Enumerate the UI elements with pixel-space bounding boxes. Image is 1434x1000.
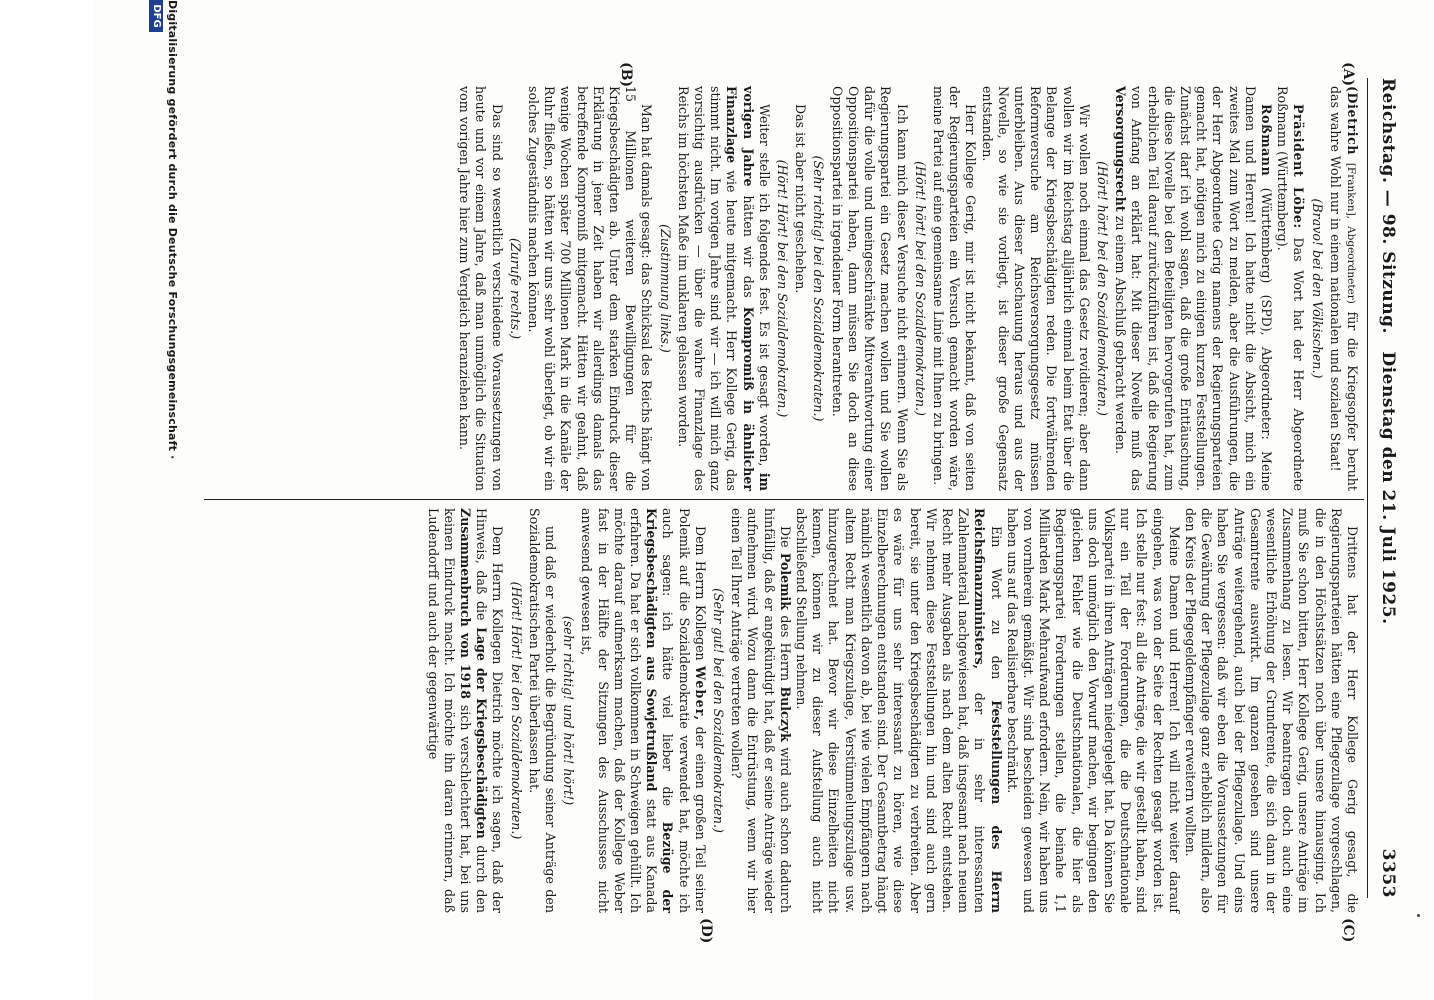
paragraph: und daß er wiederholt die Begründung seiner Anträge den Sozialdemokratischen Partei überlassen hat. <box>526 508 559 913</box>
interjection: (Zurufe rechts.) <box>507 237 523 340</box>
margin-mark-a: (A) <box>1340 62 1356 87</box>
paragraph: Herr Kollege Gerig, mir ist nicht bekannt, daß von seiten der Regierungsparteien ein Versuch gemacht worden wäre, meine Partei auf eine gemeinsame Linie mit Ihnen zu bringen. <box>930 86 979 491</box>
paragraph: Die Polemik des Herrn Bulczyk wird auch schon dadurch hinfällig, daß er angekündigt hat, daß er seine Anträge wieder aufnehmen wird. Wozu dann die Entrüstung, wenn wir hier einen Teil Ihrer Anträge vertreten wollen? <box>729 508 793 913</box>
digitization-credit <box>109 0 189 1000</box>
left-column <box>456 86 1360 491</box>
header-page-number: 3353 <box>1378 848 1398 898</box>
paragraph: Drittens hat der Herr Kollege Gerig gesagt, die Regierungsparteien hätten eine Pflegezulage vorgeschlagen, die in den Höchstsätzen noch über unsere hinausging. Ich muß Sie schon bitten, Herr Kollege Gerig, unsere Anträge im Zusammenhang zu lesen. Wir beantragen doch auch eine wesentliche Erhöhung der Grundrente, die sich dann in der Gesamtrente auswirkt. Im ganzen gesehen sind unsere Anträge weitergehend, auch bei der Pflegezulage. Und eins haben Sie vergessen: daß wir eben die Voraussetzungen für die Gewährung der Pflegezulage ganz erheblich mildern, also den Kreis der Pflegegeldempfänger erweitern wollten. <box>1182 508 1360 913</box>
paragraph: Dem Herrn Kollegen Dietrich möchte ich sagen, daß der Hinweis, daß die Lage der Kriegsbeschädigten durch den Zusammenbruch von 1918 sich verschlechtert hat, bei uns keinen Eindruck macht. Ich möchte ihn daran erinnern, daß Ludendorff und auch der gegenwärtige <box>425 508 506 913</box>
interjection: (Hört! Hört! bei den Sozialdemokraten.) <box>775 159 791 418</box>
paragraph: Dem Herrn Kollegen Weber, der einen großen Teil seiner Polemik auf die Sozialdemokratie verwendet hat, möchte ich auch sagen: ich hätte viel lieber die Bezüge der Kriegsbeschädigten aus Sowjetrußland statt aus Kanada erfahren. Da hat er sich vollkommen in Schweigen gehüllt. Ich möchte darauf aufmerksam machen, daß der Kollege Weber fast in der Hälfte der Sitzungen des Ausschusses nicht anwesend gewesen ist, <box>579 508 708 913</box>
right-column <box>424 508 1360 913</box>
interjection: (Hört! Hört! bei den Sozialdemokraten.) <box>508 581 524 840</box>
interjection: (Hört! hört! bei den Sozialdemokraten.) <box>1094 161 1110 416</box>
paragraph: Meine Damen und Herren! Ich will nicht weiter darauf eingehen, was von der Seite der Rechten gesagt worden ist. Ich stelle nur fest: all die Anträge, die wir gestellt haben, sind nur ein Teil der Forderungen, die die Deutschnationale Volkspartei in ihren Anträgen niedergelegt hat. Da können Sie uns doch unmöglich den Vorwurf machen, wir begingen den gleichen Fehler wie die Deutschnationalen, die hier als Regierungspartei Forderungen stellen, die beinahe 1,1 Milliarden Mark Mehraufwand erfordern. Nein, wir haben uns von vornherein gemäßigt. Wir sind bescheiden gewesen und haben uns auf das Realisierbare beschränkt. <box>1004 508 1182 913</box>
interjection: (sehr richtig! und hört! hört!) <box>561 615 577 806</box>
paragraph: Präsident Löbe: Das Wort hat der Herr Abgeordnete Roßmann (Württemberg). <box>1275 86 1307 491</box>
column-divider <box>204 499 1364 500</box>
margin-mark-c: (C) <box>1340 918 1356 943</box>
margin-mark-d: (D) <box>698 918 714 944</box>
header-session: Reichstag. — 98. Sitzung. <box>1378 78 1398 334</box>
paragraph: Das sind so wesentlich verschiedene Voraussetzungen von heute und vor einem Jahre, daß man unmöglich die Situation vom vorigen Jahre hier zum Vergleich heranziehen kann. <box>457 86 505 491</box>
paragraph: Man hat damals gesagt: das Schicksal des Reichs hängt von 15 Millionen weiteren Bewilligungen für die Kriegsbeschädigten ab. Unter dem starken Eindruck dieser Erklärung in jener Zeit haben wir allerdings damals das betreffende Kompromiß mitgemacht. Hätten wir geahnt, daß wenige Wochen später 700 Millionen Mark in die Kanäle der Ruhr fließen, so hätten wir uns sehr wohl überlegt, ob wir ein solches Zugeständnis machen können. <box>526 86 655 491</box>
paragraph: Ein Wort zu den Feststellungen des Herrn Reichsfinanzministers, der in sehr interessanten Zahlenmaterial nachgewiesen hat, daß insgesamt nach neuem Recht mehr Ausgaben als nach dem alten Recht entstehen. Wir nehmen diese Feststellungen hin und sind auch gern bereit, sie unter den Kriegsbeschädigten zu verbreiten. Aber es wäre für uns sehr interessant zu hören, wie diese Einzelberechnungen entstanden sind. Der Gesamtbetrag hängt nämlich wesentlich davon ab, bei wie vielen Empfängern nach altem Recht man Kriegszulage, Verstümmelungszulage usw. hinzugerechnet hat. Bevor wir diese Einzelheiten nicht kennen, können wir zu dieser Aufstellung auch nicht abschließend Stellung nehmen. <box>794 508 1004 913</box>
interjection: (Bravo! bei den Völkischen.) <box>1309 198 1325 379</box>
page-header <box>1372 78 1398 898</box>
interjection: (Sehr gut! bei den Sozialdemokraten.) <box>711 588 727 833</box>
paragraph: Weiter stelle ich folgendes fest. Es ist gesagt worden, im vorigen Jahre hätten wir das Kompromiß in ähnlicher Finanzlage wie heute mitgemacht. Herr Kollege Gerig, das stimmt nicht. Im vorigen Jahre sind wir — ich will mich ganz vorsichtig ausdrücken — über die wahre Finanzlage des Reichs im höchsten Maße im unklaren gelassen worden. <box>675 86 772 491</box>
scan-speck <box>1417 914 1420 917</box>
interjection: (Sehr richtig! bei den Sozialdemokraten.) <box>811 155 827 422</box>
header-rule <box>1367 78 1368 898</box>
paragraph: (Dietrich [Franken], Abgeordneter) für die Kriegsopfer beruht das wahre Wohl nur in einem nationalen und sozialen Staat! <box>1327 86 1360 491</box>
paragraph: Das ist aber nicht geschehen. <box>793 104 809 294</box>
header-date: Dienstag den 21. Juli 1925. <box>1378 351 1398 625</box>
paragraph: Roßmann (Württemberg) (SPD), Abgeordneter: Meine Damen und Herren! Ich hatte nicht die Absicht, mich ein zweites Mal zum Wort zu melden, aber die Ausführungen, die der Herr Abgeordnete Gerig namens der Regierungsparteien gemacht hat, nötigen mich zu einigen kurzen Feststellungen. Zunächst darf ich wohl sagen, daß die große Enttäuschung, die diese Novelle bei den Beteiligten hervorgerufen hat, zum erheblichen Teil darauf zurückzuführen ist, daß die Regierung von Anfang an erklärt hat: Mit dieser Novelle muß das Versorgungsrecht zu einem Abschluß gebracht werden. <box>1113 86 1274 491</box>
paragraph: Ich kann mich dieser Versuche nicht erinnern. Wenn Sie als Regierungspartei ein Gesetz machen wollen und Sie wollen dafür die volle und uneingeschränkte Mitverantwortung einer Oppositionspartei haben, dann müssen Sie doch an diese Oppositionspartei in irgendeiner Form herantreten. <box>829 86 910 491</box>
credit-text: Digitalisierung gefördert durch die Deutsche Forschungsgemeinschaft · <box>166 0 179 460</box>
dfg-logo: DFG <box>149 0 163 32</box>
interjection: (Zustimmung links.) <box>657 224 673 353</box>
margin-mark-b: (B) <box>618 62 634 88</box>
interjection: (Hört! hört! bei den Sozialdemokraten.) <box>912 161 928 416</box>
scanned-page <box>94 0 1434 1000</box>
paragraph: Wir wollen noch einmal das Gesetz revidieren; aber dann wollen wir im Reichstag alljährlich einmal beim Etat über die Belange der Kriegsbeschädigten reden. Die fortwährenden Reformversuche am Reichsversorgungsgesetz müssen unterbleiben. Aus dieser Anschauung heraus und aus der Novelle, so wie sie vorliegt, ist dieser große Gegensatz entstanden. <box>979 86 1092 491</box>
